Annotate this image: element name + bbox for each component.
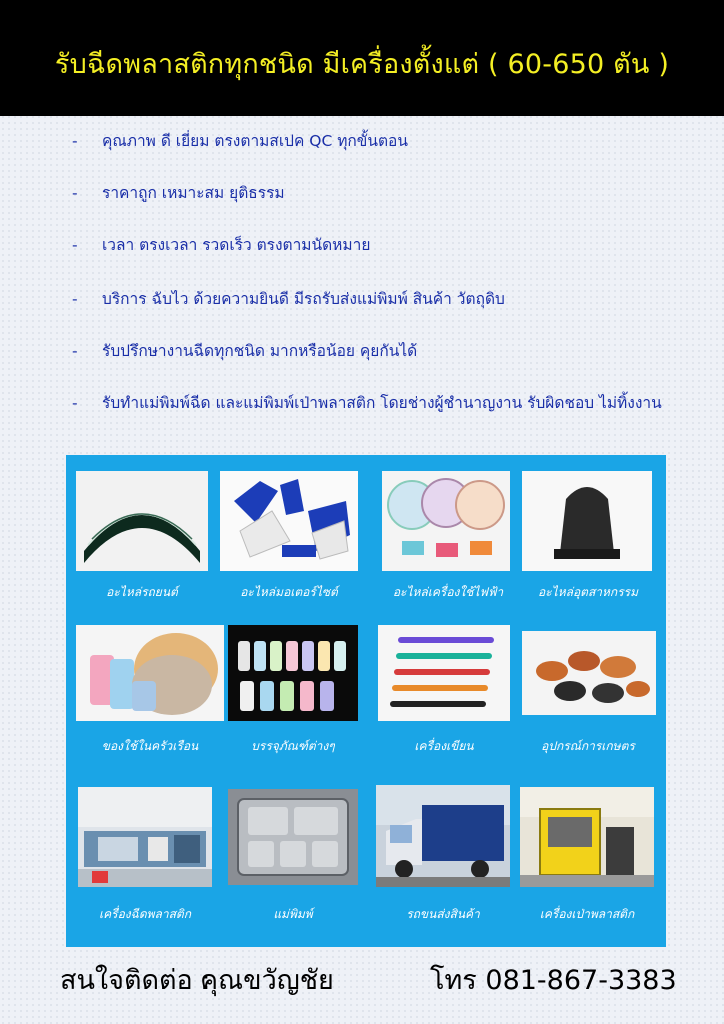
caption-packaging: บรรจุภัณฑ์ต่างๆ <box>251 739 335 753</box>
agriculture-photo <box>522 631 656 715</box>
caption-blow-machine: เครื่องเป่าพลาสติก <box>539 907 635 921</box>
caption-delivery-truck: รถขนส่งสินค้า <box>406 907 480 921</box>
feature-item: - เวลา ตรงเวลา รวดเร็ว ตรงตามนัดหมาย <box>72 236 371 254</box>
contact-label: สนใจติดต่อ : <box>60 965 211 996</box>
appliance-part-photo <box>382 471 510 571</box>
packaging-photo <box>228 625 358 721</box>
caption-industrial-parts: อะไหล่อุตสาหกรรม <box>538 585 638 599</box>
caption-motorcycle-parts: อะไหล่มอเตอร์ไซต์ <box>240 585 338 599</box>
caption-mold: แม่พิมพ์ <box>273 907 313 921</box>
motorcycle-part-photo <box>220 471 358 571</box>
feature-item: - ราคาถูก เหมาะสม ยุติธรรม <box>72 184 285 202</box>
feature-item: - บริการ ฉับไว ด้วยความยินดี มีรถรับส่งแม่พิมพ์ สินค้า วัตถุดิบ <box>72 290 505 308</box>
injection-machine-photo <box>78 787 212 887</box>
caption-stationery: เครื่องเขียน <box>414 739 474 753</box>
mold-photo <box>228 789 358 885</box>
car-part-photo <box>76 471 208 571</box>
caption-appliance-parts: อะไหล่เครื่องใช้ไฟฟ้า <box>392 585 504 599</box>
feature-item: - คุณภาพ ดี เยี่ยม ตรงตามสเปค QC ทุกขั้นตอน <box>72 132 408 150</box>
header-title: รับฉีดพลาสติกทุกชนิด มีเครื่องตั้งแต่ ( 60-650 ตัน ) <box>54 49 670 80</box>
caption-household: ของใช้ในครัวเรือน <box>101 739 199 753</box>
household-photo <box>76 625 224 721</box>
contact-name: คุณขวัญชัย <box>200 965 334 996</box>
caption-car-parts: อะไหล่รถยนต์ <box>106 585 178 599</box>
industrial-part-photo <box>522 471 652 571</box>
delivery-truck-photo <box>376 785 510 887</box>
stationery-photo <box>378 625 510 721</box>
header-banner <box>0 0 724 116</box>
blow-machine-photo <box>520 787 654 887</box>
feature-item: - รับทำแม่พิมพ์ฉีด และแม่พิมพ์เป่าพลาสติก โดยช่างผู้ชำนาญงาน รับผิดชอบ ไม่ทิ้งงาน <box>72 394 662 412</box>
caption-injection-machine: เครื่องฉีดพลาสติก <box>99 907 191 921</box>
contact-phone[interactable]: โทร 081-867-3383 <box>430 965 677 996</box>
product-gallery <box>66 455 666 947</box>
feature-item: - รับปรึกษางานฉีดทุกชนิด มากหรือน้อย คุยกันได้ <box>72 342 418 360</box>
caption-agriculture: อุปกรณ์การเกษตร <box>541 739 635 753</box>
contact-footer <box>0 950 724 1002</box>
